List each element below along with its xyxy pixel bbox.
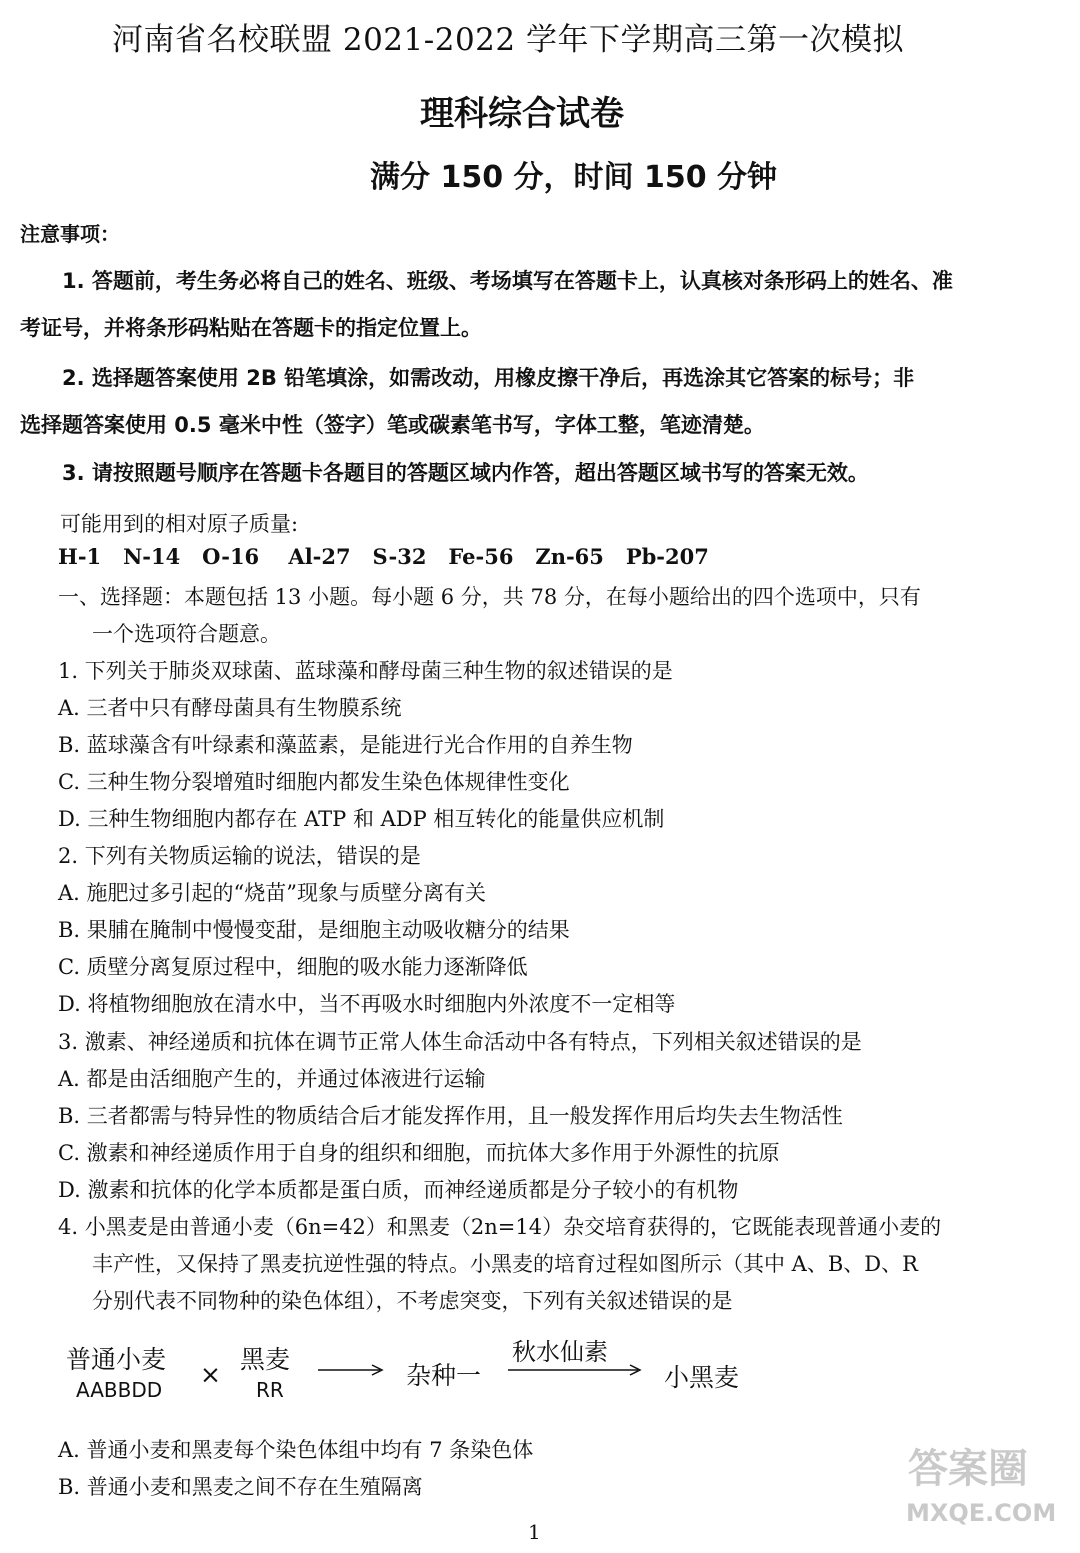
section-instructions-2: 一个选项符合题意。 — [92, 622, 281, 646]
diagram-wheat-genome: AABBDD — [76, 1378, 163, 1402]
q4-stem-2: 丰产性，又保持了黑麦抗逆性强的特点。小黑麦的培育过程如图所示（其中 A、B、D、R — [92, 1252, 918, 1276]
notice-heading: 注意事项： — [20, 222, 120, 246]
diagram-product: 小黑麦 — [664, 1363, 740, 1392]
q4-option-a: A. 普通小麦和黑麦每个染色体组中均有 7 条染色体 — [58, 1438, 534, 1462]
q2-option-c: C. 质壁分离复原过程中，细胞的吸水能力逐渐降低 — [58, 955, 528, 979]
notice-item-1a: 1. 答题前，考生务必将自己的姓名、班级、考场填写在答题卡上，认真核对条形码上的姓名、准 — [62, 269, 953, 293]
breeding-diagram — [60, 1330, 780, 1420]
q1-option-d: D. 三种生物细胞内都存在 ATP 和 ADP 相互转化的能量供应机制 — [58, 807, 665, 831]
watermark-text-url: MXQE.COM — [906, 1499, 1057, 1527]
atomic-mass-label: 可能用到的相对原子质量: — [60, 512, 299, 536]
q2-option-d: D. 将植物细胞放在清水中，当不再吸水时细胞内外浓度不一定相等 — [58, 992, 676, 1016]
diagram-cross-symbol: × — [200, 1360, 221, 1389]
q1-stem: 1. 下列关于肺炎双球菌、蓝球藻和酵母菌三种生物的叙述错误的是 — [58, 659, 673, 683]
notice-item-2a: 2. 选择题答案使用 2B 铅笔填涂，如需改动，用橡皮擦干净后，再选涂其它答案的标号；非 — [62, 366, 915, 390]
watermark-text-cn: 答案圈 — [908, 1446, 1028, 1492]
q1-option-b: B. 蓝球藻含有叶绿素和藻蓝素，是能进行光合作用的自养生物 — [58, 733, 633, 757]
exam-score-time: 满分 150 分，时间 150 分钟 — [370, 160, 778, 195]
diagram-rye: 黑麦 — [240, 1345, 291, 1374]
q3-option-c: C. 激素和神经递质作用于自身的组织和细胞，而抗体大多作用于外源性的抗原 — [58, 1141, 780, 1165]
q4-option-b: B. 普通小麦和黑麦之间不存在生殖隔离 — [58, 1475, 423, 1499]
q1-option-c: C. 三种生物分裂增殖时细胞内都发生染色体规律性变化 — [58, 770, 570, 794]
watermark-logo — [888, 1433, 1068, 1543]
q3-option-d: D. 激素和抗体的化学本质都是蛋白质，而神经递质都是分子较小的有机物 — [58, 1178, 739, 1202]
notice-item-3: 3. 请按照题号顺序在答题卡各题目的答题区域内作答，超出答题区域书写的答案无效。 — [62, 461, 869, 485]
q3-stem: 3. 激素、神经递质和抗体在调节正常人体生命活动中各有特点，下列相关叙述错误的是 — [58, 1030, 862, 1054]
section-instructions-1: 一、选择题：本题包括 13 小题。每小题 6 分，共 78 分，在每小题给出的四个选项中，只有 — [58, 585, 921, 609]
page-number: 1 — [528, 1520, 541, 1544]
diagram-rye-genome: RR — [256, 1378, 284, 1402]
q2-stem: 2. 下列有关物质运输的说法，错误的是 — [58, 844, 421, 868]
diagram-arrow-1 — [316, 1360, 386, 1380]
q3-option-b: B. 三者都需与特异性的物质结合后才能发挥作用，且一般发挥作用后均失去生物活性 — [58, 1104, 843, 1128]
diagram-hybrid: 杂种一 — [406, 1361, 482, 1390]
q3-option-a: A. 都是由活细胞产生的，并通过体液进行运输 — [58, 1067, 486, 1091]
notice-item-2b: 选择题答案使用 0.5 毫米中性（签字）笔或碳素笔书写，字体工整，笔迹清楚。 — [20, 413, 765, 437]
q4-stem-3: 分别代表不同物种的染色体组），不考虑突变，下列有关叙述错误的是 — [92, 1289, 733, 1313]
q2-option-a: A. 施肥过多引起的“烧苗”现象与质壁分离有关 — [58, 881, 486, 905]
diagram-wheat: 普通小麦 — [66, 1345, 167, 1374]
exam-title-line2: 理科综合试卷 — [420, 94, 624, 134]
diagram-reagent: 秋水仙素 — [512, 1338, 608, 1366]
atomic-mass-values: H-1 N-14 O-16 Al-27 S-32 Fe-56 Zn-65 Pb-207 — [58, 544, 709, 569]
q1-option-a: A. 三者中只有酵母菌具有生物膜系统 — [58, 696, 402, 720]
exam-title-line1: 河南省名校联盟 2021-2022 学年下学期高三第一次模拟 — [112, 22, 904, 58]
notice-item-1b: 考证号，并将条形码粘贴在答题卡的指定位置上。 — [20, 316, 482, 340]
q4-stem-1: 4. 小黑麦是由普通小麦（6n=42）和黑麦（2n=14）杂交培育获得的，它既能表现普通小麦的 — [58, 1215, 942, 1239]
q2-option-b: B. 果脯在腌制中慢慢变甜，是细胞主动吸收糖分的结果 — [58, 918, 570, 942]
diagram-arrow-2 — [506, 1360, 646, 1380]
